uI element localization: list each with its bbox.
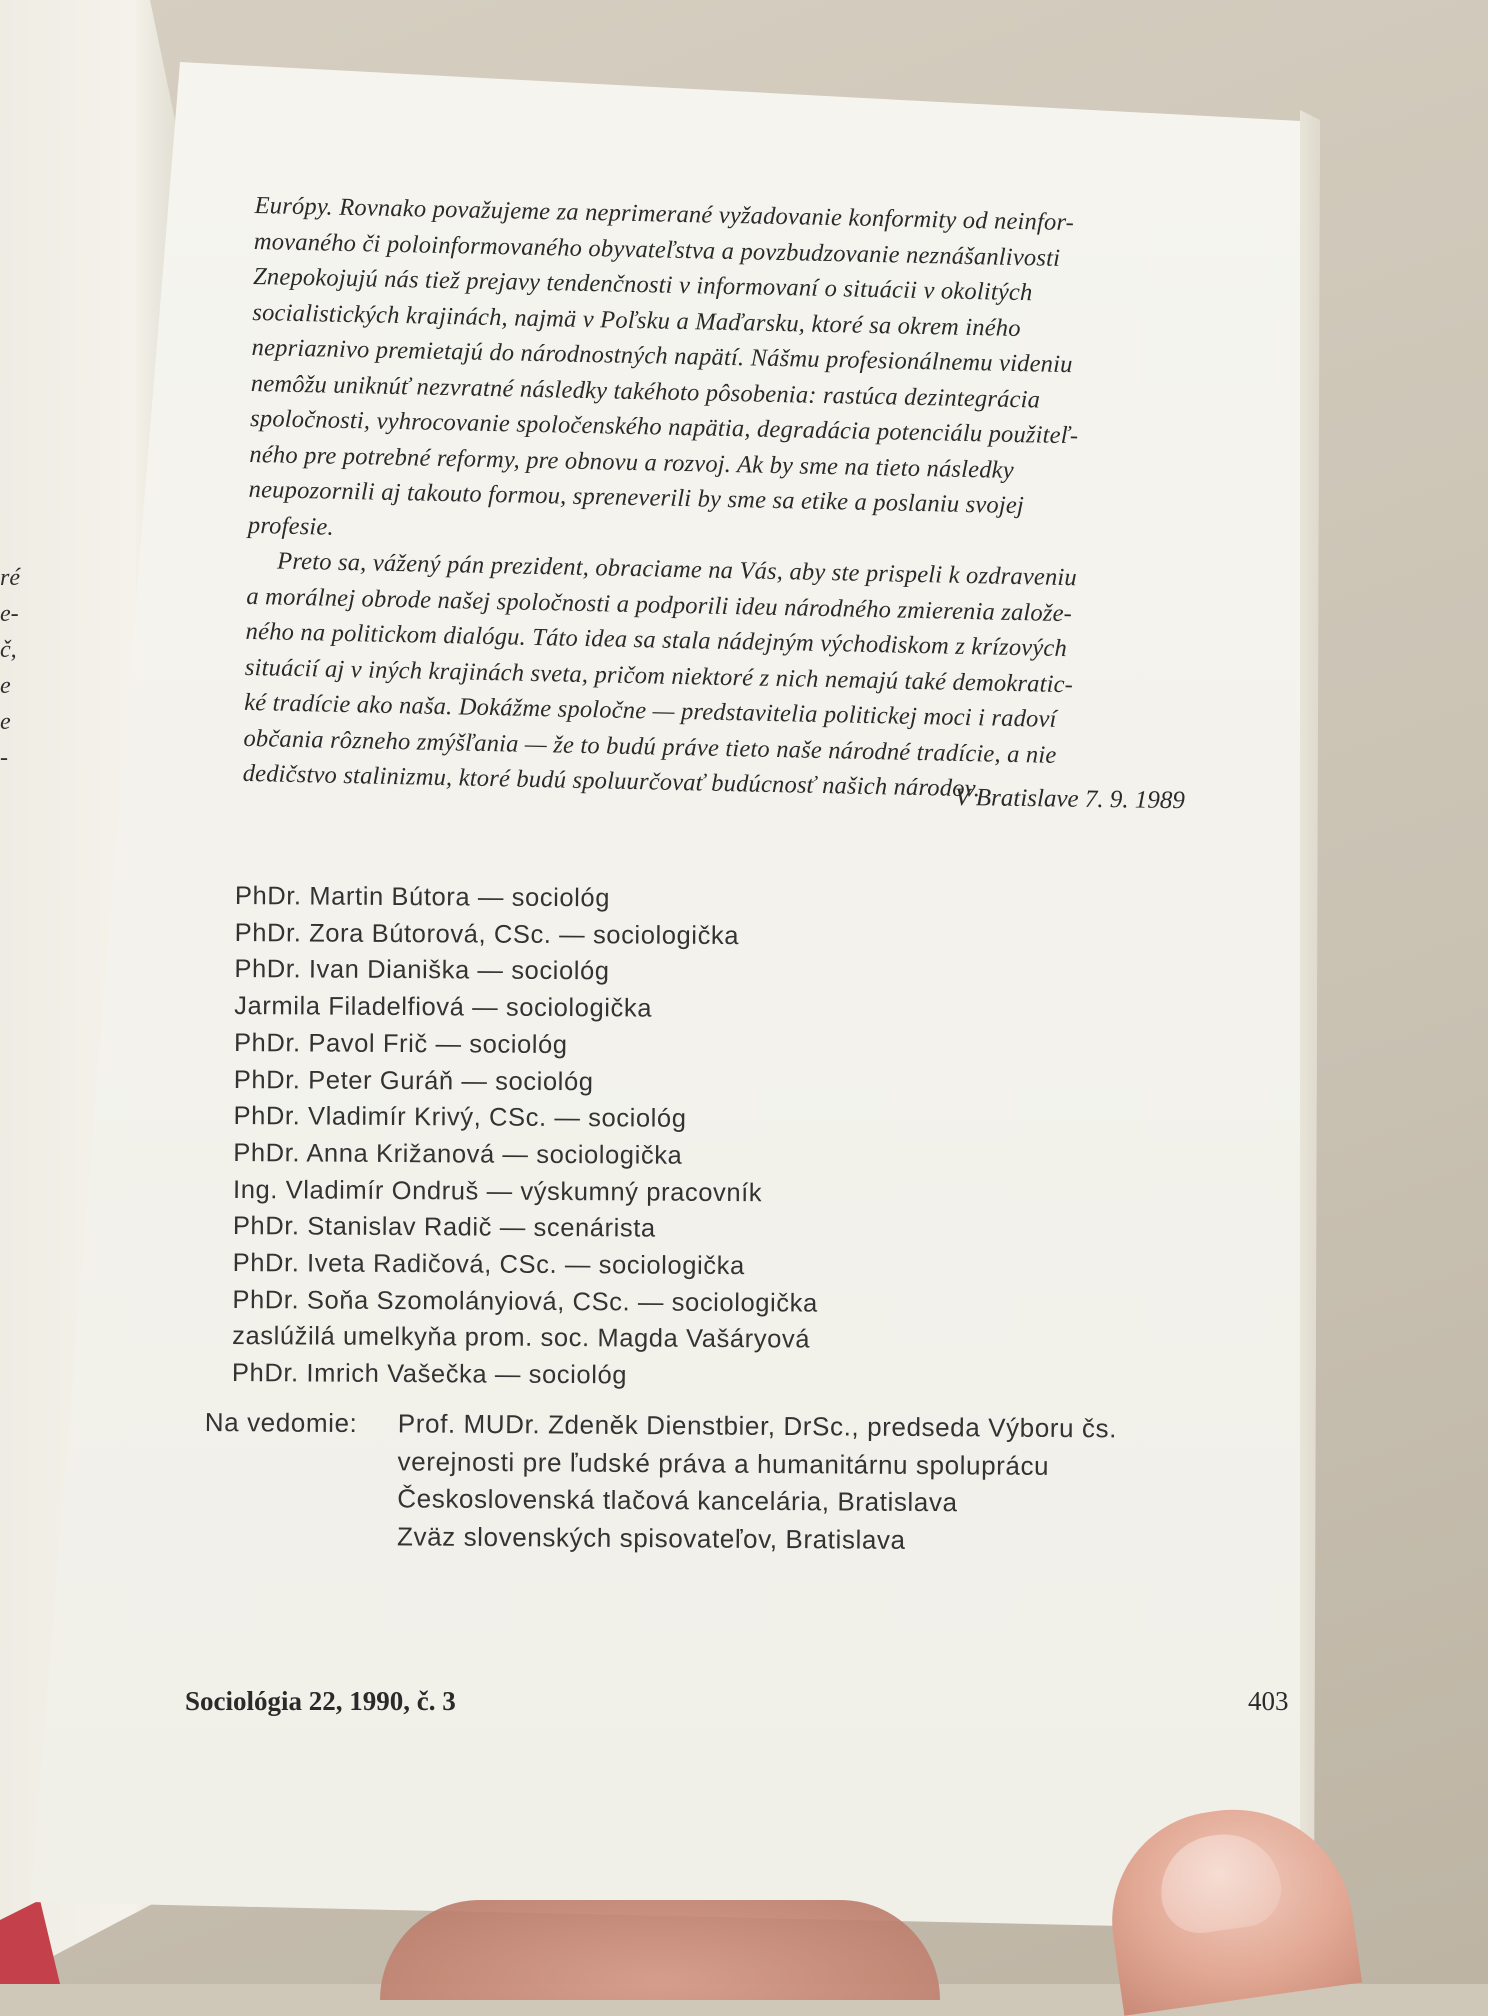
signatory: PhDr. Zora Bútorová, CSc. — sociologička — [234, 918, 740, 950]
letter-line: spoločnosti, vyhrocovanie spoločenského napätia, degradácia potenciálu použiteľ- — [249, 404, 1079, 450]
letter-paragraph-2 — [242, 543, 1227, 812]
left-fragment: č, — [0, 637, 17, 663]
notice-label: Na vedomie: — [204, 1406, 358, 1439]
signatory: PhDr. Martin Bútora — sociológ — [234, 881, 611, 913]
letter-dateline: V Bratislave 7. 9. 1989 — [954, 784, 1186, 815]
signatory: PhDr. Anna Križanová — sociologička — [233, 1138, 683, 1170]
letter-line: a morálnej obrode našej spoločnosti a podporili ideu národného zmierenia založe- — [246, 582, 1073, 627]
left-fragment: e — [0, 709, 11, 735]
letter-line: socialistických krajinách, najmä v Poľsku a Maďarsku, ktoré sa okrem iného — [252, 298, 1021, 342]
letter-line: neupozornili aj takouto formou, spreneverili by sme sa etike a poslaniu svojej — [248, 475, 1025, 520]
letter-line: ké tradície ako naša. Dokážme spoločne — predstavitelia politickej moci i radoví — [243, 688, 1057, 733]
signatory: Jarmila Filadelfiová — sociologička — [234, 992, 653, 1023]
left-fragment: e — [0, 673, 11, 699]
letter-line: nemôžu uniknúť nezvratné následky takéhoto pôsobenia: rastúca dezintegrácia — [250, 369, 1041, 413]
signatory: PhDr. Imrich Vašečka — sociológ — [231, 1359, 628, 1390]
signatory: PhDr. Pavol Frič — sociológ — [233, 1028, 568, 1059]
signatory: PhDr. Peter Guráň — sociológ — [233, 1065, 594, 1096]
left-fragment: - — [0, 745, 8, 771]
signatory: PhDr. Stanislav Radič — scenárista — [232, 1212, 656, 1243]
letter-line: situácií aj v iných krajinách sveta, pričom niektoré z nich nemajú také demokratic- — [244, 653, 1074, 698]
letter-line: ného na politickom dialógu. Táto idea sa stala nádejným východiskom z krízových — [245, 617, 1068, 663]
page-number: 403 — [1248, 1686, 1289, 1716]
signatory: PhDr. Iveta Radičová, CSc. — sociologička — [232, 1249, 745, 1281]
finger-bottom — [380, 1900, 940, 2000]
notice-recipient: Zväz slovenských spisovateľov, Bratislava — [396, 1520, 906, 1555]
signatory: zaslúžilá umelkyňa prom. soc. Magda Vašáryová — [232, 1322, 811, 1354]
notice-recipient: verejnosti pre ľudské práva a humanitárnu spoluprácu — [397, 1445, 1050, 1481]
signatory: PhDr. Soňa Szomolányiová, CSc. — sociologička — [232, 1285, 818, 1318]
letter-line: ného pre potrebné reformy, pre obnovu a rozvoj. Ak by sme na tieto následky — [249, 440, 1015, 484]
notice-recipient: Československá tlačová kancelária, Bratislava — [397, 1483, 958, 1518]
letter-line: občania rôzneho zmýšľania — že to budú práve tieto naše národné tradície, a nie — [243, 724, 1057, 769]
journal-citation: Sociológia 22, 1990, č. 3 — [185, 1686, 456, 1716]
signatories-list — [232, 878, 1235, 1398]
signatory: Ing. Vladimír Ondruš — výskumný pracovník — [233, 1175, 763, 1207]
letter-line: Znepokojujú nás tiež prejavy tendenčnosti v informovaní o situácii v okolitých — [252, 262, 1033, 307]
letter-paragraph-1 — [248, 188, 1235, 563]
letter-line: dedičstvo stalinizmu, ktoré budú spoluurčovať budúcnosť našich národov. — [242, 759, 981, 803]
signatory: PhDr. Vladimír Krivý, CSc. — sociológ — [233, 1102, 687, 1133]
left-fragment: ré — [0, 565, 20, 591]
notice-recipient: Prof. MUDr. Zdeněk Dienstbier, DrSc., predseda Výboru čs. — [397, 1408, 1118, 1444]
left-fragment: e- — [0, 601, 19, 627]
letter-line: movaného či poloinformovaného obyvateľstva a povzbudzovanie neznášanlivosti — [253, 227, 1061, 272]
letter-line: Európy. Rovnako považujeme za neprimerané vyžadovanie konformity od neinfor- — [254, 191, 1075, 237]
letter-line: Preto sa, vážený pán prezident, obraciame na Vás, aby ste prispeli k ozdraveniu — [276, 547, 1078, 592]
letter-line: nepriaznivo premietajú do národnostných napätí. Nášmu profesionálnemu videniu — [251, 333, 1073, 379]
notice-recipients — [397, 1405, 1117, 1560]
letter-body — [242, 188, 1234, 812]
letter-line: profesie. — [247, 511, 335, 541]
signatory: PhDr. Ivan Dianiška — sociológ — [234, 955, 610, 986]
